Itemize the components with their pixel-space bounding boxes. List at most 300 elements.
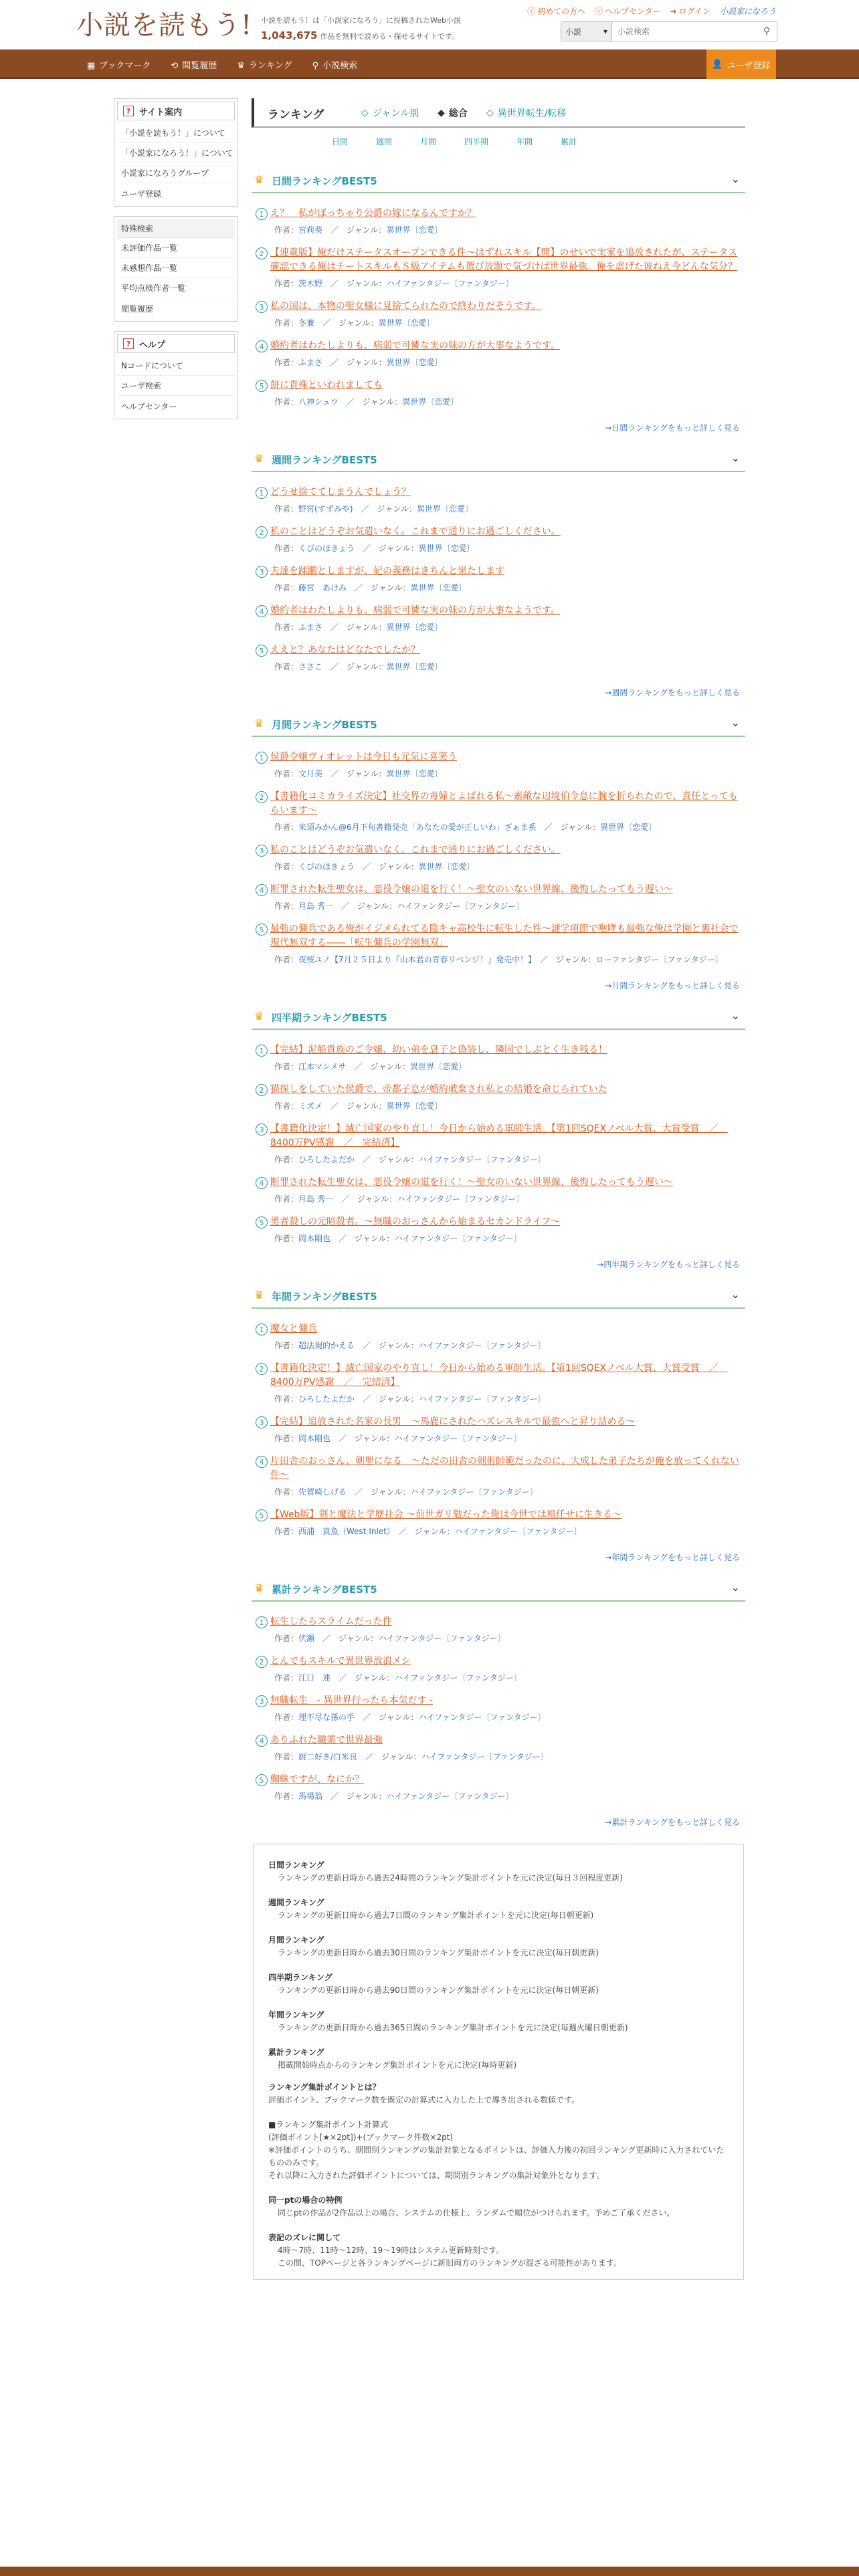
sidebar-item-unrated[interactable]: 未評価作品一覧 [117,238,235,258]
nav-bookmark[interactable]: ▦ ブックマーク [87,60,151,71]
author-link[interactable]: 江口 連 [298,1673,331,1683]
question-icon: ? [123,338,134,349]
more-ranking-link[interactable]: →月間ランキングをもっと詳しく見る [605,981,740,990]
author-link[interactable]: 来須みかん@6月下旬書籍発売「あなたの愛が正しいわ」ざぁま系 [298,823,537,832]
subtab-weekly[interactable]: 週間 [376,136,393,146]
ranking-entry [252,300,745,330]
novel-title-link[interactable]: とんでもスキルで異世界放浪メシ [270,1656,411,1667]
meta-separator: ／ [322,279,347,288]
user-register-button[interactable]: 👤 ユーザ登録 [706,49,776,79]
author-label: 作者： [274,662,299,671]
ranking-entry [252,1508,745,1538]
genre-link[interactable]: ハイファンタジー〔ファンタジー〕 [394,1434,522,1443]
ranking-entry [252,379,745,409]
genre-link[interactable]: ハイファンタジー〔ファンタジー〕 [454,1527,582,1536]
sidebar-item-about-yomou[interactable]: 「小説を読もう！」について [117,123,235,143]
meta-separator: ／ [355,1341,379,1350]
novel-meta [270,1154,745,1166]
author-link[interactable]: ささこ [298,662,323,671]
tab-genre[interactable]: ◇ ジャンル別 [361,108,419,119]
nav-ranking[interactable]: ♛ ランキング [237,60,292,71]
rank-number: 1 [256,487,268,499]
genre-link[interactable]: 異世界〔恋愛〕 [418,544,475,553]
genre-label: ジャンル： [355,1673,395,1683]
meta-separator: ／ [347,583,371,593]
period-note-title: 月間ランキング [268,1935,324,1945]
meta-separator: ／ [314,318,339,328]
genre-link[interactable]: ハイファンタジー〔ファンタジー〕 [386,1792,514,1801]
more-ranking-link[interactable]: →日間ランキングをもっと詳しく見る [605,423,740,433]
author-link[interactable]: 佐賀崎しげる [298,1487,347,1497]
section-title: 月間ランキングBEST5 [272,719,377,731]
work-count [261,29,459,41]
rank-number: 5 [256,1216,268,1228]
period-note-title: 日間ランキング [268,1860,324,1870]
tab-isekai[interactable]: ◇ 異世界転生/転移 [486,108,567,119]
naro-group-logo[interactable]: 小説家になろう [719,7,776,16]
novel-title-link[interactable]: 【書籍化決定！】滅亡国家のやり直し！今日から始める軍師生活。【第1回SQEXノベル大賞、大賞受賞 ／ 8400万PV感謝 ／ 完結済】 [270,1363,728,1388]
meta-separator: ／ [330,1673,355,1683]
author-label: 作者： [274,955,299,964]
section-header[interactable] [252,445,745,472]
author-link[interactable]: くびのほきょう [298,544,355,553]
login-link[interactable]: ➜ ログイン [670,6,710,16]
period-note-text: ランキングの更新日時から過去7日間のランキング集計ポイントを元に決定(毎日朝更新) [278,1911,594,1920]
genre-link[interactable]: ハイファンタジー〔ファンタジー〕 [418,1341,546,1350]
genre-label: ジャンル： [362,397,403,407]
author-link[interactable]: ミズメ [298,1101,323,1111]
author-link[interactable]: ふまさ [298,623,323,632]
genre-label: ジャンル： [414,1527,455,1536]
rank-number: 2 [256,526,268,538]
points-note-title: ランキング集計ポイントとは？ [268,2082,381,2092]
novel-title-link[interactable]: 私の国は、本物の聖女様に見捨てられたので終わりだそうです。 [270,301,541,312]
genre-label: ジャンル： [379,1155,419,1164]
more-ranking-link[interactable]: →年間ランキングをもっと詳しく見る [605,1553,740,1562]
novel-title-link[interactable]: 【完結】追放された名家の長男 ～馬鹿にされたハズレスキルで最強へと昇り詰める～ [270,1416,636,1427]
genre-link[interactable]: ハイファンタジー〔ファンタジー〕 [421,1752,549,1761]
subtab-quarterly[interactable]: 四半期 [464,136,489,146]
formula-line-3: それ以降に入力された評価ポイントについては、期間別ランキングの集計対象外となります。 [268,2171,605,2180]
author-link[interactable]: 岡本剛也 [298,1434,331,1443]
period-subtabs [252,128,745,154]
novel-title-link[interactable]: 私のことはどうぞお気遣いなく。これまで通りにお過ごしください。 [270,526,561,537]
author-label: 作者： [274,1634,299,1643]
novel-title-link[interactable]: 猫探しをしていた侯爵で、帝都子息が婚約破棄され私との結婚を命じられていた [270,1084,607,1095]
novel-meta [270,542,745,555]
sidebar-item-user-search[interactable]: ユーザ検索 [117,376,235,396]
chevron-down-icon[interactable]: ⌄ [731,1581,740,1594]
period-note-text: 掲載開始時点からのランキング集計ポイントを元に決定(毎時更新) [278,2060,517,2070]
ranking-entry [252,1455,745,1499]
ranking-section [252,445,745,698]
site-tagline: 小説を読もう！は「小説家になろう」に投稿されたWeb小説 [261,16,461,25]
chevron-down-icon[interactable]: ⌄ [731,173,740,185]
genre-label: ジャンル： [347,623,387,632]
novel-meta [270,224,745,237]
section-title: 累計ランキングBEST5 [272,1584,377,1596]
work-count-number: 1,043,675 [261,29,318,41]
novel-meta [270,503,745,516]
genre-label: ジャンル： [556,955,596,964]
sidebar-item-register[interactable]: ユーザ登録 [121,189,162,199]
novel-title-link[interactable]: え？ 私がぼっちゃり公爵の嫁になるんですか？ [270,208,476,219]
author-label: 作者： [274,1487,299,1497]
subtab-total[interactable]: 累計 [561,136,577,146]
genre-label: ジャンル： [355,1434,395,1443]
sidebar-site-guide [114,98,238,207]
subtab-yearly[interactable]: 年間 [516,136,533,146]
genre-link[interactable]: 異世界〔恋愛〕 [386,1101,443,1111]
genre-link[interactable]: 異世界〔恋愛〕 [386,769,443,778]
author-link[interactable]: くびのほきょう [298,862,355,871]
chevron-down-icon[interactable]: ⌄ [731,1009,740,1022]
sidebar-special-search [114,216,238,322]
novel-meta [270,1486,745,1499]
novel-meta [270,821,745,834]
genre-label: ジャンル： [379,1713,419,1722]
novel-title-link[interactable]: 転生したらスライムだった件 [270,1616,392,1627]
info-icon: ⓘ [527,7,536,16]
genre-label: ジャンル： [371,1487,411,1497]
novel-meta [270,768,745,780]
section-title: 四半期ランキングBEST5 [272,1012,387,1024]
author-link[interactable]: ひろしたよだか [298,1394,355,1404]
ranking-section [252,167,745,433]
novel-meta [270,396,745,409]
ranking-entry [252,1615,745,1645]
novel-meta [270,1061,745,1073]
ranking-entry [252,643,745,673]
genre-label: ジャンル： [339,1634,379,1643]
author-link[interactable]: 野宮(すずみや) [298,504,353,514]
ranking-entry [252,1733,745,1763]
search-input[interactable] [612,22,757,41]
ranking-entry [252,1694,745,1724]
crown-icon: ♛ [254,173,264,186]
author-link[interactable]: 江本マシメサ [298,1062,347,1071]
time-lag-line-2: この間、TOPページと各ランキングページに新旧両方のランキングが混ざる可能性があります。 [278,2258,622,2268]
novel-title-link[interactable]: 侯爵令嬢ヴィオレットは今日も元気に喜笑う [270,752,458,762]
novel-meta [270,1751,745,1763]
meta-separator: ／ [322,623,347,632]
period-note-text: ランキングの更新日時から過去30日間のランキング集計ポイントを元に決定(毎日朝更新) [278,1948,599,1957]
crown-icon: ♛ [254,1582,264,1594]
genre-label: ジャンル： [560,823,601,832]
novel-title-link[interactable]: 餅に貴殊といわれましても [270,380,383,391]
novel-meta [270,1100,745,1113]
genre-link[interactable]: 異世界〔恋愛〕 [378,318,435,328]
sidebar [114,98,238,429]
genre-label: ジャンル： [347,279,387,288]
novel-title-link[interactable]: 婚約者はわたしよりも、病弱で可憐な実の妹の方が大事なようです。 [270,340,560,351]
rank-number: 5 [256,380,268,392]
ranking-tabbar [252,98,745,128]
novel-title-link[interactable]: ええと？あなたはどなたでしたか？ [270,645,420,655]
help-center-link[interactable]: ⓘ ヘルプセンター [595,7,661,16]
genre-label: ジャンル： [379,862,419,871]
novel-meta [270,954,745,966]
nav-history[interactable]: ⟲ 閲覧履歴 [171,60,217,71]
author-label: 作者： [274,1713,299,1722]
author-label: 作者： [274,1155,299,1164]
genre-link[interactable]: ハイファンタジー〔ファンタジー〕 [394,1234,522,1243]
author-label: 作者： [274,1341,299,1350]
genre-link[interactable]: ローファンタジー〔ファンタジー〕 [595,955,723,964]
ranking-entry [252,1362,745,1406]
novel-meta [270,317,745,330]
search-icon: ⚲ [312,60,319,71]
rank-number: 4 [256,884,268,896]
period-note-title: 累計ランキング [268,2048,324,2057]
author-link[interactable]: 理不尽な孫の手 [298,1713,355,1722]
author-link[interactable]: 超法規的かえる [298,1341,355,1350]
author-label: 作者： [274,823,299,832]
ranking-entry [252,922,745,966]
period-note-title: 年間ランキング [268,2010,324,2020]
ranking-entry [252,486,745,516]
section-header[interactable] [252,710,745,737]
author-label: 作者： [274,504,299,514]
novel-title-link[interactable]: 片田舎のおっさん、剣聖になる ～ただの田舎の剣術師範だったのに、大成した弟子たちが俺を放ってくれない件～ [270,1456,739,1481]
novel-title-link[interactable]: 魔女と傭兵 [270,1323,317,1334]
novel-title-link[interactable]: 私のことはどうぞお気遣いなく。これまで通りにお過ごしください。 [270,845,561,855]
author-link[interactable]: 八神シュウ [298,397,339,407]
novel-title-link[interactable]: 最強の傭兵である俺がイジメられてる陰キャ高校生に転生した件～謎学項節で咆哮も最強な俺は学園と裏社会で現代無双する――「転生傭兵の学園無双」 [270,924,739,948]
meta-separator: ／ [322,358,347,367]
novel-title-link[interactable]: 断罪された転生聖女は、悪役令嬢の道を行く！～聖女のいない世界線、後悔したってもう遅い～ [270,1177,673,1188]
genre-label: ジャンル： [357,1194,397,1204]
author-link[interactable]: 月島 秀一 [298,1194,333,1204]
genre-label: ジャンル： [370,1062,411,1071]
novel-title-link[interactable]: 【連載版】俺だけステータスオープンできる件～はずれスキル【開】のせいで実家を追放されたが、ステータス確認できる俺はチートスキルもＳ級アイテムも選び放題で気づけば世界最強。俺を虐げた彼ねえ今どんな気分？ [270,247,738,272]
rank-number: 3 [256,1416,268,1428]
ranking-entry [252,1043,745,1073]
novel-meta [270,1632,745,1645]
meta-separator: ／ [314,1634,339,1643]
period-note-title: 四半期ランキング [268,1973,332,1982]
sidebar-item-history[interactable]: 閲覧履歴 [121,304,154,314]
meta-separator: ／ [330,1234,355,1243]
author-link[interactable]: 西浦 真魚（West Inlet） [298,1527,391,1536]
meta-separator: ／ [322,662,347,671]
novel-title-link[interactable]: 【完結】泥船貴族のご令嬢、幼い弟を息子と偽装し、隣国でしぶとく生き残る！ [270,1045,607,1055]
formula-line-2: ※評価ポイントのうち、期間別ランキングの集計対象となるポイントは、評価入力後の初回ランキング更新時に入力されていたもののみです。 [268,2145,725,2167]
sidebar-item-ncode[interactable]: Nコードについて [117,356,235,376]
search-type-select[interactable]: 小説 ▾ [561,22,612,41]
login-icon: ➜ [670,6,677,16]
more-ranking-link[interactable]: →四半期ランキングをもっと詳しく見る [597,1260,740,1269]
novel-meta [270,861,745,873]
section-header[interactable] [252,1575,745,1602]
meta-separator: ／ [338,397,363,407]
genre-label: ジャンル： [377,504,417,514]
site-logo[interactable]: 小説を読もう! [76,10,253,41]
help-icon: ⓘ [595,7,603,16]
first-time-link[interactable]: ⓘ 初めての方へ [527,7,586,16]
author-link[interactable]: 文月美 [298,769,323,778]
genre-link[interactable]: 異世界〔恋愛〕 [402,397,459,407]
rank-number: 5 [256,1774,268,1786]
author-label: 作者： [274,583,299,593]
novel-meta [270,1790,745,1803]
author-link[interactable]: ひろしたよだか [298,1155,355,1164]
meta-separator: ／ [353,504,377,514]
genre-link[interactable]: ハイファンタジー〔ファンタジー〕 [386,279,514,288]
rank-number: 1 [256,1045,268,1057]
genre-link[interactable]: 異世界〔恋愛〕 [386,662,443,671]
sidebar-item-help-center[interactable]: ヘルプセンター [121,401,177,411]
subtab-daily[interactable]: 日間 [332,136,349,146]
diamond-outline-icon: ◇ [361,108,369,118]
author-label: 作者： [274,1752,299,1761]
sidebar-item-group[interactable]: 小説家になろうグループ [117,163,235,183]
meta-separator: ／ [390,1527,415,1536]
novel-title-link[interactable]: 【書籍化決定！】滅亡国家のやり直し！今日から始める軍師生活。【第1回SQEXノベル大賞、大賞受賞 ／ 8400万PV感謝 ／ 完結済】 [270,1123,728,1148]
author-link[interactable]: 藤宮 あけみ [298,583,347,593]
more-ranking-link[interactable]: →累計ランキングをもっと詳しく見る [605,1818,740,1827]
ranking-entry [252,339,745,369]
chevron-down-icon[interactable]: ⌄ [731,1288,740,1301]
novel-meta [270,661,745,673]
formula-title: ■ランキング集計ポイント計算式 [268,2120,388,2129]
meta-separator: ／ [330,1434,355,1443]
genre-label: ジャンル： [379,1341,419,1350]
genre-link[interactable]: ハイファンタジー〔ファンタジー〕 [418,1155,546,1164]
novel-title-link[interactable]: 勇者殺しの元暗殺者。～無職のおっさんから始まるセカンドライフ～ [270,1216,561,1227]
genre-link[interactable]: 異世界〔恋愛〕 [386,623,443,632]
genre-label: ジャンル： [347,358,387,367]
diamond-filled-icon: ◆ [438,108,445,118]
genre-link[interactable]: ハイファンタジー〔ファンタジー〕 [410,1487,538,1497]
novel-title-link[interactable]: 【Web版】剣と魔法と学歴社会 ～前世ガリ勉だった俺は今世では風任せに生きる～ [270,1509,622,1520]
subtab-monthly[interactable]: 月間 [420,136,437,146]
chevron-down-icon[interactable]: ⌄ [731,716,740,729]
rank-number: 1 [256,1616,268,1628]
period-note-title: 週間ランキング [268,1898,324,1907]
sidebar-site-guide-title: ? サイト案内 [117,102,235,120]
author-label: 作者： [274,1062,299,1071]
author-label: 作者： [274,769,299,778]
author-link[interactable]: ふまさ [298,358,323,367]
more-ranking-link[interactable]: →週間ランキングをもっと詳しく見る [605,688,740,697]
author-label: 作者： [274,225,299,235]
crown-icon: ♛ [254,1010,264,1023]
sidebar-item-average-author[interactable]: 平均点検作者一覧 [117,278,235,298]
genre-link[interactable]: ハイファンタジー〔ファンタジー〕 [397,1194,524,1204]
chevron-down-icon[interactable]: ⌄ [731,451,740,464]
rank-number: 3 [256,301,268,313]
author-link[interactable]: 厨二好き/白米良 [298,1752,358,1761]
genre-link[interactable]: 異世界〔恋愛〕 [416,504,473,514]
genre-link[interactable]: ハイファンタジー〔ファンタジー〕 [378,1634,506,1643]
genre-link[interactable]: ハイファンタジー〔ファンタジー〕 [394,1673,522,1683]
search-button[interactable] [757,22,777,41]
tab-overall[interactable]: ◆ 総合 [438,108,468,119]
same-points-text: 同じptの作品が2作品以上の場合、システムの仕様上、ランダムで順位がつけられます。予めご了承ください。 [278,2208,675,2218]
author-link[interactable]: 馬場翁 [298,1792,323,1801]
sidebar-item-no-review[interactable]: 未感想作品一覧 [117,258,235,278]
rank-number: 3 [256,1123,268,1136]
author-link[interactable]: 月島 秀一 [298,901,333,911]
section-title: 日間ランキングBEST5 [272,175,377,187]
novel-title-link[interactable]: 【書籍化コミカライズ決定】社交界の毒婦とよばれる私～素敵な辺境伯令息に腕を折られたので、責任とってもらいます～ [270,791,738,816]
section-header[interactable] [252,167,745,193]
author-label: 作者： [274,1434,299,1443]
genre-link[interactable]: 異世界〔恋愛〕 [600,823,657,832]
work-count-suffix: 作品を無料で読める・探せるサイトです。 [320,32,459,41]
novel-meta [270,1393,745,1406]
section-title: 週間ランキングBEST5 [272,454,377,466]
genre-label: ジャンル： [347,769,387,778]
section-header[interactable] [252,1003,745,1030]
ranking-sections [252,167,745,1828]
author-label: 作者： [274,318,299,328]
nav-search[interactable]: ⚲ 小説検索 [312,60,358,71]
meta-separator: ／ [332,1194,357,1204]
genre-link[interactable]: 異世界〔恋愛〕 [386,225,443,235]
author-link[interactable]: 冬兼 [298,318,315,328]
author-link[interactable]: 宮莉葵 [298,225,323,235]
novel-title-link[interactable]: 無職転生 - 異世界行ったら本気だす - [270,1695,434,1706]
genre-label: ジャンル： [371,583,411,593]
meta-separator: ／ [322,769,347,778]
author-label: 作者： [274,1527,299,1536]
rank-number: 3 [256,845,268,857]
meta-separator: ／ [355,862,379,871]
ranking-main [252,98,745,2280]
rank-number: 3 [256,1695,268,1707]
ranking-entry [252,525,745,555]
sidebar-item-about-narou[interactable]: 「小説家になろう！」について [117,143,235,163]
meta-separator: ／ [355,1155,379,1164]
genre-link[interactable]: ハイファンタジー〔ファンタジー〕 [418,1394,546,1404]
author-link[interactable]: 夜桜ユノ【7月２５日より『山本君の青春リベンジ！』発売中！】 [298,955,533,964]
genre-link[interactable]: ハイファンタジー〔ファンタジー〕 [418,1713,546,1722]
ranking-entry [252,790,745,834]
genre-link[interactable]: 異世界〔恋愛〕 [418,862,475,871]
novel-title-link[interactable]: ありふれた職業で世界最強 [270,1735,383,1745]
novel-title-link[interactable]: 断罪された転生聖女は、悪役令嬢の道を行く！～聖女のいない世界線、後悔したってもう遅い～ [270,884,673,895]
author-link[interactable]: 伏瀬 [298,1634,315,1643]
section-header[interactable] [252,1282,745,1309]
author-link[interactable]: 茨木野 [298,279,323,288]
genre-link[interactable]: 異世界〔恋愛〕 [386,358,443,367]
crown-icon: ♛ [254,452,264,465]
ranking-entry [252,1322,745,1352]
novel-title-link[interactable]: どうせ捨ててしまうんでしょう？ [270,487,411,498]
rank-number: 1 [256,752,268,764]
genre-label: ジャンル： [379,1394,419,1404]
crown-icon: ♛ [254,717,264,730]
ranking-section [252,1575,745,1828]
author-label: 作者： [274,397,299,407]
rank-number: 4 [256,1177,268,1189]
author-label: 作者： [274,544,299,553]
novel-title-link[interactable]: 蜘蛛ですが、なにか？ [270,1774,364,1785]
genre-link[interactable]: 異世界〔恋愛〕 [410,583,467,593]
genre-link[interactable]: ハイファンタジー〔ファンタジー〕 [397,901,524,911]
novel-title-link[interactable]: 夫達を蹂躙としますが、妃の義務はきちんと果たします [270,566,504,576]
author-link[interactable]: 岡本剛也 [298,1234,331,1243]
points-note-text: 評価ポイント、ブックマーク数を既定の計算式に入力した上で導き出される数値です。 [268,2095,580,2105]
genre-link[interactable]: 異世界〔恋愛〕 [410,1062,467,1071]
rank-number: 1 [256,1323,268,1335]
meta-separator: ／ [355,1713,379,1722]
rank-number: 4 [256,340,268,352]
novel-meta [270,900,745,913]
novel-title-link[interactable]: 婚約者はわたしよりも、病弱で可憐な実の妹の方が大事なようです。 [270,605,560,616]
